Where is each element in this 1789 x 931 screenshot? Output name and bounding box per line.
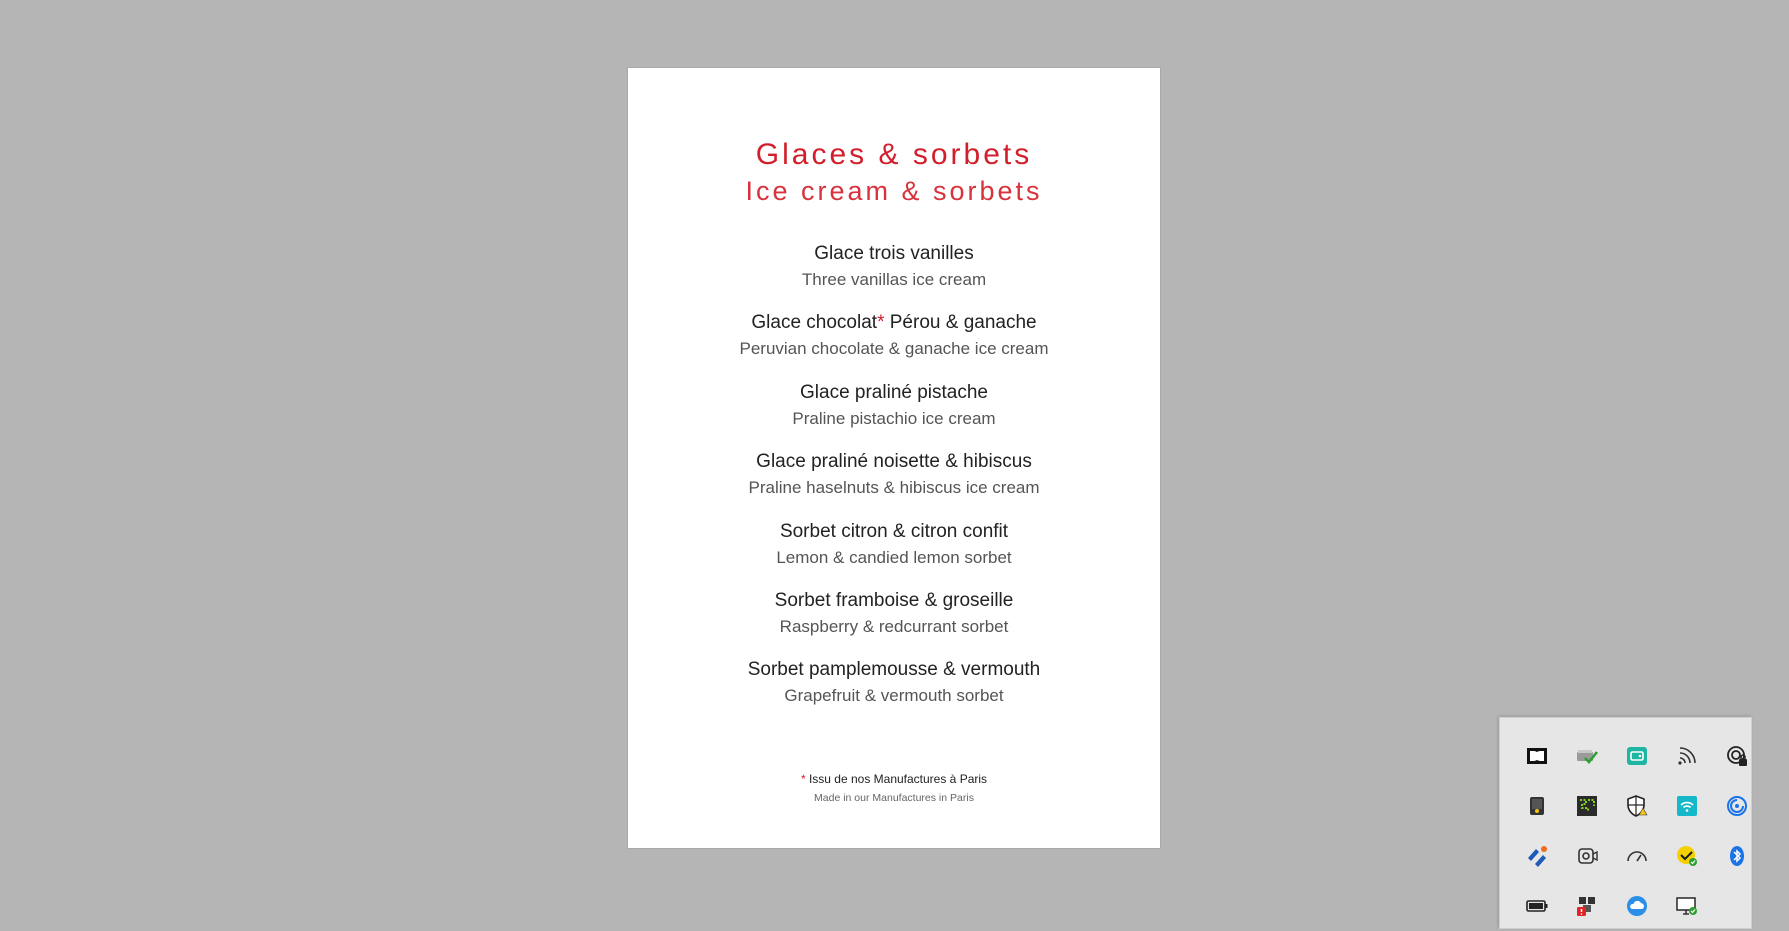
bluetooth-icon[interactable] bbox=[1712, 831, 1762, 881]
menu-item-name-en: Praline haselnuts & hibiscus ice cream bbox=[748, 478, 1040, 498]
menu-page bbox=[628, 68, 1160, 848]
dolby-icon[interactable] bbox=[1512, 731, 1562, 781]
sync-alert-icon[interactable] bbox=[1512, 831, 1562, 881]
menu-item bbox=[628, 383, 1160, 452]
menu-title-en: Ice cream & sorbets bbox=[745, 176, 1043, 206]
cloud-icon[interactable] bbox=[1612, 881, 1662, 931]
asterisk-mark: * bbox=[800, 772, 806, 786]
menu-item bbox=[628, 452, 1160, 521]
menu-title-fr: Glaces & sorbets bbox=[755, 138, 1033, 171]
menu-item-name-fr-part: Glace chocolat bbox=[751, 312, 878, 334]
menu-item-name-en: Three vanillas ice cream bbox=[801, 270, 987, 289]
security-shield-warning-icon[interactable] bbox=[1612, 781, 1662, 831]
yellow-check-icon[interactable] bbox=[1662, 831, 1712, 881]
menu-item-name-fr: Sorbet framboise & groseille bbox=[774, 589, 1014, 611]
menu-item-name-en: Praline pistachio ice cream bbox=[792, 408, 996, 428]
menu-item-name-fr: Sorbet pamplemousse & vermouth bbox=[747, 659, 1041, 681]
menu-item-name-en: Raspberry & redcurrant sorbet bbox=[779, 616, 1009, 636]
menu-item bbox=[628, 244, 1160, 313]
menu-item-name-en: Grapefruit & vermouth sorbet bbox=[784, 686, 1004, 706]
battery-icon[interactable] bbox=[1512, 881, 1562, 931]
menu-item bbox=[628, 660, 1160, 729]
driver-icon[interactable] bbox=[1512, 781, 1562, 831]
footnote-fr bbox=[628, 773, 1160, 793]
dropbox-alert-icon[interactable] bbox=[1562, 881, 1612, 931]
asterisk-mark: * bbox=[877, 312, 885, 334]
menu-item bbox=[628, 591, 1160, 660]
menu-item-name-fr: Glace trois vanilles bbox=[814, 243, 974, 264]
menu-item bbox=[628, 313, 1160, 382]
webcam-icon[interactable] bbox=[1562, 831, 1612, 881]
footnote-en: Made in our Manufactures in Paris bbox=[814, 792, 974, 804]
menu-item-name-fr-part: Pérou & ganache bbox=[884, 312, 1037, 334]
tray-icon-grid bbox=[1512, 731, 1762, 931]
menu-item-name-fr: Glace praliné noisette & hibiscus bbox=[756, 451, 1032, 473]
vpn-lock-icon[interactable] bbox=[1712, 731, 1762, 781]
menu-item bbox=[628, 522, 1160, 591]
menu-item-name-en: Peruvian chocolate & ganache ice cream bbox=[739, 339, 1049, 359]
checked-drive-icon[interactable] bbox=[1562, 731, 1612, 781]
speedometer-icon[interactable] bbox=[1612, 831, 1662, 881]
menu-item-name-fr: Glace praliné pistache bbox=[800, 381, 988, 403]
display-check-icon[interactable] bbox=[1662, 881, 1712, 931]
menu-item-name-en: Lemon & candied lemon sorbet bbox=[776, 547, 1012, 567]
footnote-fr-text: Issu de nos Manufactures à Paris bbox=[805, 772, 988, 786]
wifi-manager-icon[interactable] bbox=[1662, 781, 1712, 831]
menu-item-name-fr: Sorbet citron & citron confit bbox=[779, 520, 1009, 542]
rotation-app-icon[interactable] bbox=[1712, 781, 1762, 831]
wallet-icon[interactable] bbox=[1612, 731, 1662, 781]
footnote bbox=[628, 773, 1160, 804]
green-grid-app-icon[interactable] bbox=[1562, 781, 1612, 831]
menu-item-name-fr bbox=[628, 313, 1160, 340]
system-tray-overflow bbox=[1499, 717, 1752, 929]
menu-items bbox=[628, 244, 1160, 730]
wireless-signal-icon[interactable] bbox=[1662, 731, 1712, 781]
